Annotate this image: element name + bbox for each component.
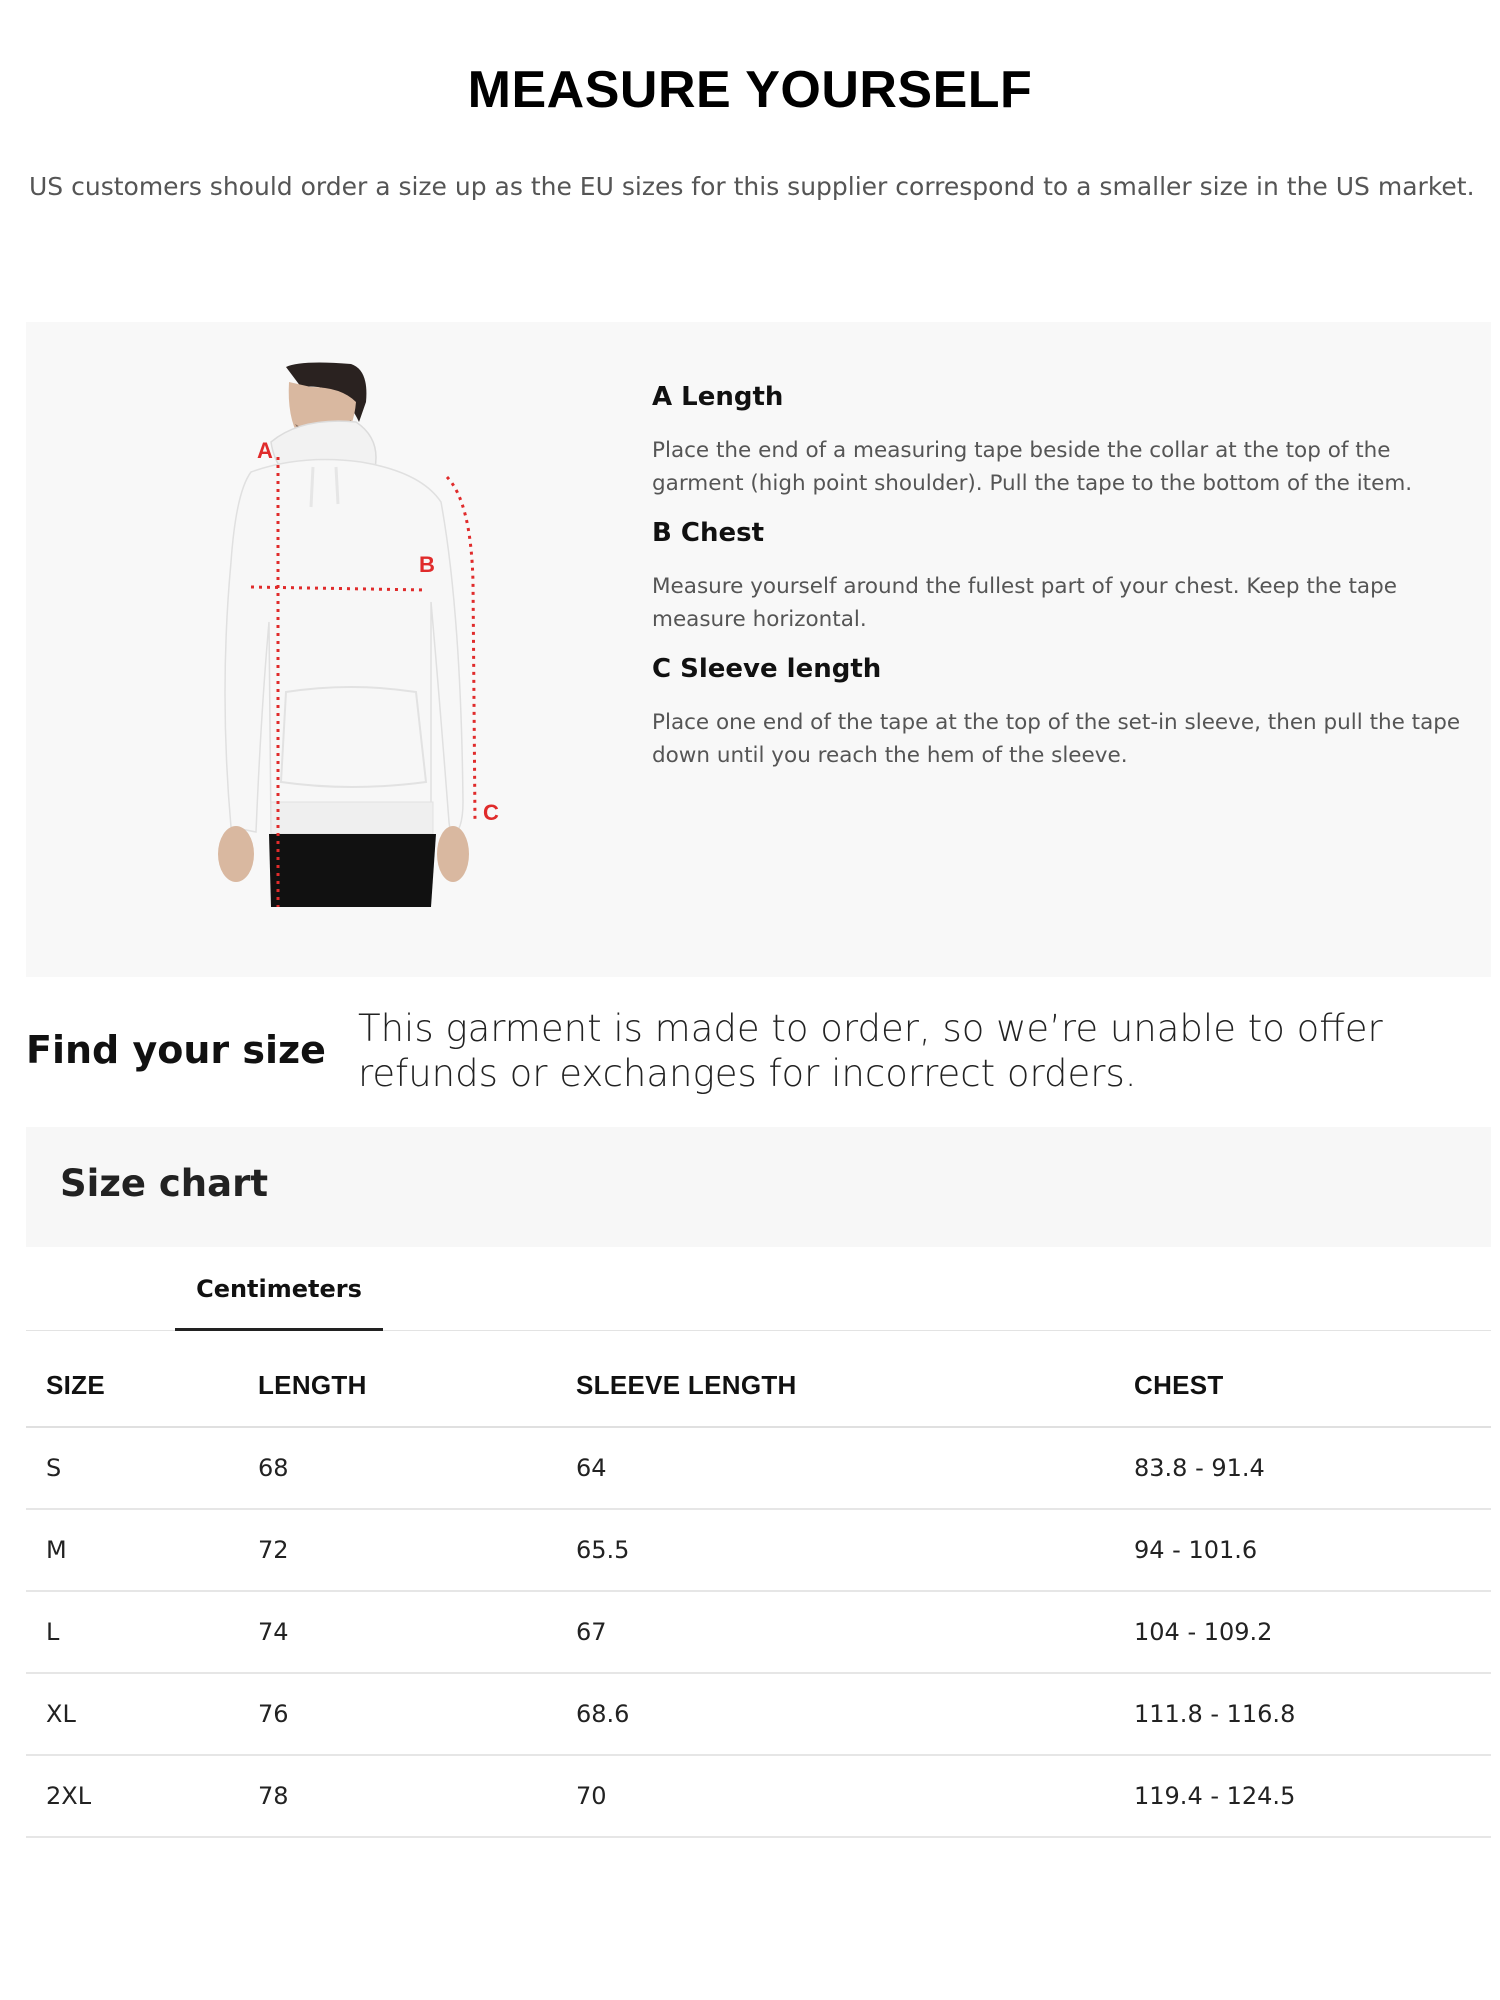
cell-sleeve-length: 70 [556, 1755, 1114, 1837]
cell-sleeve-length: 68.6 [556, 1673, 1114, 1755]
table-header-row [26, 1345, 1491, 1427]
left-hand [218, 826, 254, 882]
cell-size: 2XL [26, 1755, 238, 1837]
size-table [26, 1345, 1491, 1838]
column-header-size: SIZE [26, 1345, 238, 1427]
page-title: MEASURE YOURSELF [467, 61, 1033, 119]
drawstring-left [311, 467, 313, 507]
column-header-chest: CHEST [1114, 1345, 1491, 1427]
cell-chest: 83.8 - 91.4 [1114, 1427, 1491, 1509]
hoodie-measurement-figure [191, 362, 571, 907]
label-a: A [257, 438, 273, 463]
cell-length: 72 [238, 1509, 556, 1591]
find-your-size-title: Find your size [26, 1028, 326, 1072]
cell-chest: 104 - 109.2 [1114, 1591, 1491, 1673]
cell-chest: 111.8 - 116.8 [1114, 1673, 1491, 1755]
cell-size: XL [26, 1673, 238, 1755]
us-sizing-notice: US customers should order a size up as the EU sizes for this supplier correspond to a smaller size in the US market. [29, 172, 1475, 201]
size-chart-title: Size chart [60, 1162, 269, 1205]
label-b: B [419, 552, 435, 577]
table-row [26, 1509, 1491, 1591]
cell-sleeve-length: 64 [556, 1427, 1114, 1509]
table-row [26, 1591, 1491, 1673]
table-row [26, 1673, 1491, 1755]
unit-tabs [26, 1250, 1491, 1331]
guide-item-sleeve [652, 654, 1472, 772]
cell-sleeve-length: 65.5 [556, 1509, 1114, 1591]
cell-sleeve-length: 67 [556, 1591, 1114, 1673]
cell-length: 74 [238, 1591, 556, 1673]
guide-heading: A Length [652, 382, 784, 412]
guide-heading: C Sleeve length [652, 654, 882, 684]
refund-policy-note: This garment is made to order, so we’re unable to offer refunds or exchanges for incorrect orders. [358, 1007, 1383, 1095]
tab-centimeters[interactable]: Centimeters [175, 1250, 383, 1331]
column-header-length: LENGTH [238, 1345, 556, 1427]
guide-text: Place one end of the tape at the top of the set-in sleeve, then pull the tape down until you reach the hem of the sleeve. [652, 710, 1461, 768]
guide-text: Measure yourself around the fullest part of your chest. Keep the tape measure horizontal. [652, 574, 1397, 632]
measure-guide-panel [26, 322, 1491, 977]
cell-size: S [26, 1427, 238, 1509]
guide-heading: B Chest [652, 518, 764, 548]
cell-size: L [26, 1591, 238, 1673]
size-chart-header [26, 1127, 1491, 1247]
table-row [26, 1755, 1491, 1837]
table-row [26, 1427, 1491, 1509]
cell-length: 76 [238, 1673, 556, 1755]
label-c: C [483, 800, 499, 825]
measurement-instructions [652, 382, 1472, 790]
cell-chest: 94 - 101.6 [1114, 1509, 1491, 1591]
drawstring-right [336, 467, 338, 504]
model-pants [269, 834, 436, 907]
right-hand [437, 826, 469, 882]
guide-item-length [652, 382, 1472, 500]
cell-chest: 119.4 - 124.5 [1114, 1755, 1491, 1837]
cell-length: 78 [238, 1755, 556, 1837]
guide-text: Place the end of a measuring tape beside the collar at the top of the garment (high point shoulder). Pull the tape to the bottom of the item. [652, 438, 1413, 496]
cell-size: M [26, 1509, 238, 1591]
hoodie-waistband [271, 802, 433, 834]
guide-item-chest [652, 518, 1472, 636]
hoodie-body [225, 460, 463, 837]
column-header-sleeve-length: SLEEVE LENGTH [556, 1345, 1114, 1427]
cell-length: 68 [238, 1427, 556, 1509]
